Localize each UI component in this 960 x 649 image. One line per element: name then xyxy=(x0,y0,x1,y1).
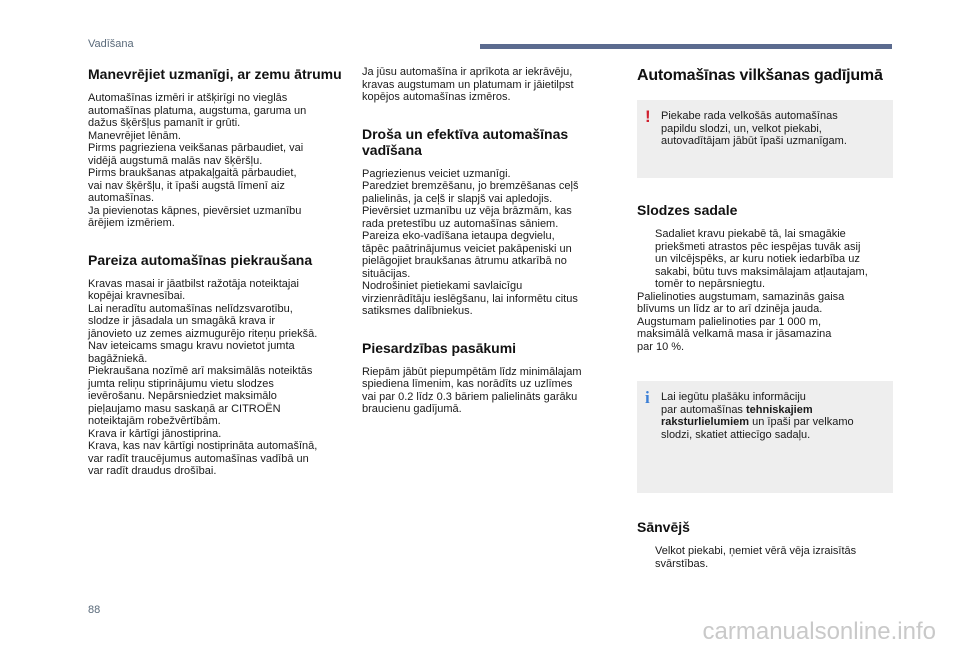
watermark: carmanualsonline.info xyxy=(702,618,936,645)
warning-icon: ! xyxy=(645,107,651,126)
bullet-icon xyxy=(637,228,655,291)
column-3 xyxy=(637,66,893,570)
warning-box xyxy=(637,100,893,178)
paragraph-precautions: Riepām jābūt piepumpētām līdz minimālajam spiediena līmenim, kas norādīts uz uzlīmes vai par 0.2 līdz 0.3 bāriem palielināts garāku braucienu gadījumā. xyxy=(362,365,582,415)
info-icon: i xyxy=(645,388,650,407)
column-1 xyxy=(88,66,350,478)
list-item xyxy=(637,228,893,291)
paragraph-manoeuvre: Automašīnas izmēri ir atšķirīgi no vieglās automašīnas platuma, augstuma, garuma un dažus šķēršļus pamanīt ir grūti. Manevrējiet lēnām. Pirms pagrieziena veikšanas pārbaudiet, vai vidējā augstumā malās nav šķēršļu. Pirms braukšanas atpakaļgaitā pārbaudiet, vai nav šķēršļu, it īpaši augstā līmenī aiz automašīnas. Ja pievienotas kāpnes, pievērsiet uzmanību ārējiem izmēriem. xyxy=(88,92,307,229)
paragraph-loading: Kravas masai ir jāatbilst ražotāja noteiktajai kopējai kravnesībai. Lai neradītu automašīnas nelīdzsvarotību, slodze ir jāsadala un smagākā krava ir jānovieto uz zemes aizmugurējo riteņu priekšā. Nav ieteicams smagu kravu novietot jumta bagāžniekā. Piekraušana nozīmē arī maksimālās noteiktās jumta reliņu stiprinājumu vietu slodzes ievērošanu. Nepārsniedziet maksimālo pieļaujamo masu saskaņā ar CITROËN noteiktajām robežvērtībām. Krava ir kārtīgi jānostiprina. Krava, kas nav kārtīgi nostiprināta automašīnā, var radīt traucējumus automašīnas vadībā un var radīt draudus drošībai. xyxy=(88,277,318,477)
paragraph-altitude: Palielinoties augstumam, samazinās gaisa blīvums un līdz ar to arī dzinēja jauda. Augstumam palielinoties par 1 000 m, maksimālā velkamā masa ir jāsamazina par 10 %. xyxy=(637,290,845,353)
heading-load-distribution: Slodzes sadale xyxy=(637,202,738,218)
heading-safe-driving: Droša un efektīva automašīnas vadīšana xyxy=(362,125,569,158)
column-2 xyxy=(362,66,624,416)
paragraph-safe-driving: Pagriezienus veiciet uzmanīgi. Paredziet bremzēšanu, jo bremzēšanas ceļš palielinās, ja ceļš ir slapjš vai apledojis. Pievērsiet uzmanību uz vēja brāzmām, kas rada pretestību uz automašīnas sāniem. Pareiza eko-vadīšana ietaupa degvielu, tāpēc paātrinājumus veiciet pakāpeniski un pielāgojiet braukšanas ātrumu atkarībā no situācijas. Nodrošiniet pietiekami savlaicīgu virzienrādītāju ieslēgšanu, lai informētu citus satiksmes dalībniekus. xyxy=(362,167,579,317)
header-bar xyxy=(480,44,892,49)
heading-manoeuvre: Manevrējiet uzmanīgi, ar zemu ātrumu xyxy=(88,66,342,82)
heading-towing: Automašīnas vilkšanas gadījumā xyxy=(637,67,883,84)
section-label: Vadīšana xyxy=(88,38,134,50)
heading-crosswind: Sānvējš xyxy=(637,519,690,535)
info-text: Lai iegūtu plašāku informāciju par automašīnas tehniskajiem raksturlielumiem un īpaši par velkamo slodzi, skatiet attiecīgo sadaļu. xyxy=(661,391,854,441)
bullet-text-load: Sadaliet kravu piekabē tā, lai smagākie priekšmeti atrastos pēc iespējas tuvāk asij un vilcējspēks, ar kuru notiek iedarbība uz sakabi, būtu tuvs maksimālajam atļautajam, tomēr to nepārsniegtu. xyxy=(655,228,868,290)
info-box xyxy=(637,381,893,493)
paragraph-loader: Ja jūsu automašīna ir aprīkota ar iekrāvēju, kravas augstumam un platumam ir jāietilpst kopējos automašīnas izmēros. xyxy=(362,66,574,103)
warning-text: Piekabe rada velkošās automašīnas papildu slodzi, un, velkot piekabi, autovadītājam jābūt īpaši uzmanīgam. xyxy=(661,110,847,147)
heading-loading: Pareiza automašīnas piekraušana xyxy=(88,251,313,268)
heading-precautions: Piesardzības pasākumi xyxy=(362,339,517,356)
page-number: 88 xyxy=(88,604,101,616)
bullet-icon xyxy=(637,545,655,570)
list-item xyxy=(637,545,893,570)
bullet-text-crosswind: Velkot piekabi, ņemiet vērā vēja izraisītās svārstības. xyxy=(655,545,857,570)
